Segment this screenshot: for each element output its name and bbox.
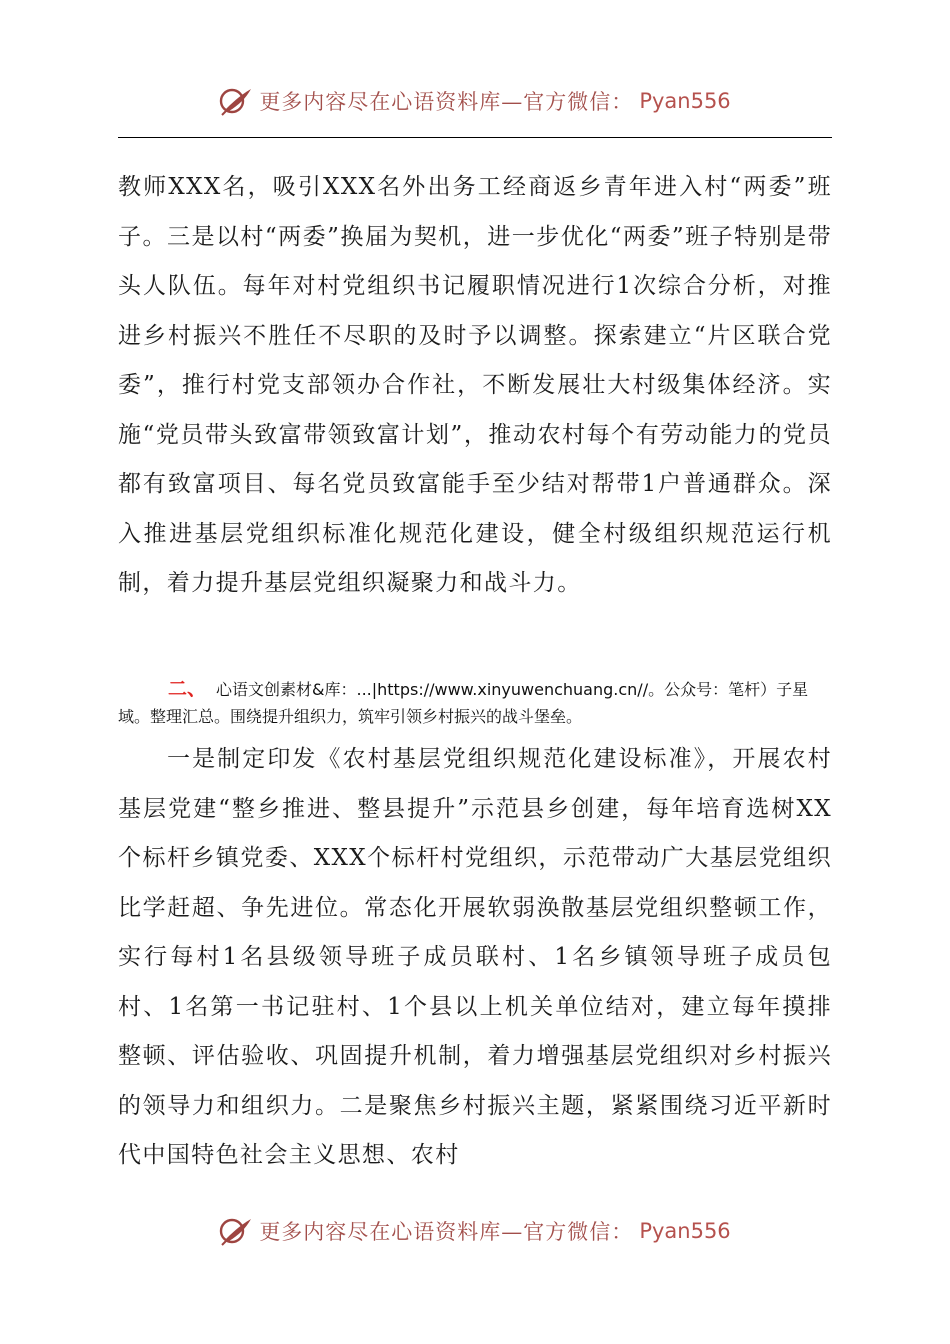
header-divider <box>118 137 832 138</box>
body-paragraph-1: 教师XXX名，吸引XXX名外出务工经商返乡青年进入村“两委”班子。三是以村“两委”换届为契机，进一步优化“两委”班子特别是带头人队伍。每年对村党组织书记履职情况进行1次综合分析，对推进乡村振兴不胜任不尽职的及时予以调整。探索建立“片区联合党委”，推行村党支部领办合作社，不断发展壮大村级集体经济。实施“党员带头致富带领致富计划”，推动农村每个有劳动能力的党员都有致富项目、每名党员致富能手至少结对帮带1户普通群众。深入推进基层党组织标准化规范化建设，健全村级组织规范运行机制，着力提升基层党组织凝聚力和战斗力。 <box>118 174 832 596</box>
footer-banner-id: Pyan556 <box>639 1219 731 1243</box>
section-heading-number: 二、 <box>168 678 207 700</box>
body-paragraph-2: 一是制定印发《农村基层党组织规范化建设标准》，开展农村基层党建“整乡推进、整县提升”示范县乡创建，每年培育选树XX个标杆乡镇党委、XXX个标杆村党组织，示范带动广大基层党组织比学赶超、争先进位。常态化开展软弱涣散基层党组织整顿工作，实行每村1名县级领导班子成员联村、1名乡镇领导班子成员包村、1名第一书记驻村、1个县以上机关单位结对，建立每年摸排整顿、评估验收、巩固提升机制，着力增强基层党组织对乡村振兴的领导力和组织力。二是聚焦乡村振兴主题，紧紧围绕习近平新时代中国特色社会主义思想、农村 <box>118 746 832 1168</box>
header-banner-text: 更多内容尽在心语资料库—官方微信： <box>259 90 634 114</box>
feather-pen-logo-icon <box>219 86 253 116</box>
footer-banner-text: 更多内容尽在心语资料库—官方微信： <box>259 1220 634 1244</box>
footer-banner <box>0 1216 950 1251</box>
feather-pen-logo-icon <box>219 1216 253 1246</box>
header-banner-id: Pyan556 <box>639 89 731 113</box>
header-banner <box>0 86 950 121</box>
section-heading-text: 心语文创素材&库：...|https://www.xinyuwenchuang.cn//。公众号：笔杆）子星域。整理汇总。围绕提升组织力，筑牢引领乡村振兴的战斗堡垒。 <box>118 680 809 726</box>
section-heading <box>118 676 832 730</box>
